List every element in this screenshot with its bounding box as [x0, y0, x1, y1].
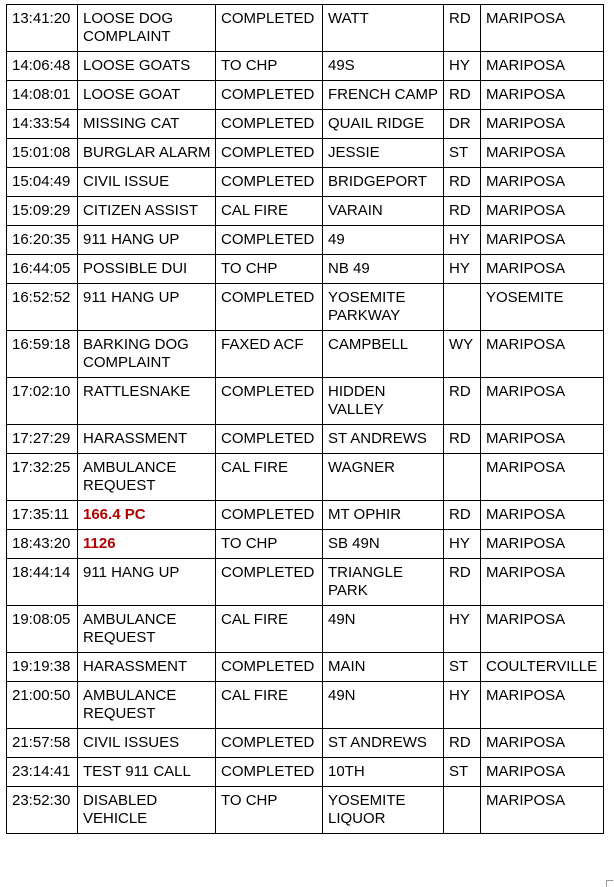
table-row: [7, 501, 604, 530]
table-row: [7, 729, 604, 758]
call-street: WATT: [323, 5, 444, 52]
table-row: [7, 758, 604, 787]
call-time: 18:44:14: [7, 559, 78, 606]
call-type: 166.4 PC: [78, 501, 216, 530]
call-city: MARIPOSA: [481, 606, 604, 653]
call-time: 15:01:08: [7, 139, 78, 168]
call-disposition: TO CHP: [216, 255, 323, 284]
call-street: MT OPHIR: [323, 501, 444, 530]
table-row: [7, 197, 604, 226]
call-type: 911 HANG UP: [78, 226, 216, 255]
table-row: [7, 682, 604, 729]
call-city: MARIPOSA: [481, 226, 604, 255]
call-time: 23:52:30: [7, 787, 78, 834]
call-disposition: COMPLETED: [216, 110, 323, 139]
call-street: SB 49N: [323, 530, 444, 559]
table-row: [7, 606, 604, 653]
call-city: MARIPOSA: [481, 197, 604, 226]
call-time: 13:41:20: [7, 5, 78, 52]
call-city: MARIPOSA: [481, 559, 604, 606]
call-street: JESSIE: [323, 139, 444, 168]
call-street-suffix: RD: [444, 729, 481, 758]
call-street: WAGNER: [323, 454, 444, 501]
call-street-suffix: HY: [444, 52, 481, 81]
table-row: [7, 168, 604, 197]
call-disposition: TO CHP: [216, 530, 323, 559]
call-time: 17:02:10: [7, 378, 78, 425]
call-city: MARIPOSA: [481, 168, 604, 197]
call-time: 17:27:29: [7, 425, 78, 454]
call-disposition: CAL FIRE: [216, 606, 323, 653]
call-type: AMBULANCE REQUEST: [78, 682, 216, 729]
call-type: POSSIBLE DUI: [78, 255, 216, 284]
call-street: 49: [323, 226, 444, 255]
call-type: 911 HANG UP: [78, 284, 216, 331]
call-time: 16:52:52: [7, 284, 78, 331]
call-city: MARIPOSA: [481, 378, 604, 425]
call-street-suffix: WY: [444, 331, 481, 378]
table-row: [7, 653, 604, 682]
call-time: 16:44:05: [7, 255, 78, 284]
call-city: MARIPOSA: [481, 425, 604, 454]
call-street-suffix: HY: [444, 226, 481, 255]
table-row: [7, 530, 604, 559]
call-street-suffix: RD: [444, 5, 481, 52]
call-disposition: CAL FIRE: [216, 682, 323, 729]
call-disposition: COMPLETED: [216, 378, 323, 425]
call-type: MISSING CAT: [78, 110, 216, 139]
call-street: YOSEMITE LIQUOR: [323, 787, 444, 834]
call-type: 1126: [78, 530, 216, 559]
call-street: ST ANDREWS: [323, 729, 444, 758]
call-time: 16:20:35: [7, 226, 78, 255]
call-disposition: COMPLETED: [216, 758, 323, 787]
call-disposition: TO CHP: [216, 787, 323, 834]
table-row: [7, 226, 604, 255]
table-row: [7, 110, 604, 139]
call-street-suffix: ST: [444, 758, 481, 787]
call-disposition: COMPLETED: [216, 226, 323, 255]
call-disposition: COMPLETED: [216, 559, 323, 606]
call-type: 911 HANG UP: [78, 559, 216, 606]
call-type: HARASSMENT: [78, 425, 216, 454]
call-street-suffix: DR: [444, 110, 481, 139]
call-street: NB 49: [323, 255, 444, 284]
call-time: 17:35:11: [7, 501, 78, 530]
call-street: VARAIN: [323, 197, 444, 226]
page-corner-mark: [606, 880, 613, 887]
call-street-suffix: HY: [444, 530, 481, 559]
call-disposition: TO CHP: [216, 52, 323, 81]
call-city: MARIPOSA: [481, 110, 604, 139]
call-time: 15:09:29: [7, 197, 78, 226]
call-time: 19:08:05: [7, 606, 78, 653]
call-city: MARIPOSA: [481, 501, 604, 530]
call-city: MARIPOSA: [481, 5, 604, 52]
call-street: 10TH: [323, 758, 444, 787]
call-time: 17:32:25: [7, 454, 78, 501]
call-time: 14:33:54: [7, 110, 78, 139]
call-time: 15:04:49: [7, 168, 78, 197]
table-row: [7, 5, 604, 52]
call-type: AMBULANCE REQUEST: [78, 454, 216, 501]
call-city: MARIPOSA: [481, 787, 604, 834]
call-street-suffix: [444, 787, 481, 834]
call-street: FRENCH CAMP: [323, 81, 444, 110]
table-row: [7, 284, 604, 331]
call-disposition: COMPLETED: [216, 139, 323, 168]
call-street-suffix: HY: [444, 255, 481, 284]
call-disposition: COMPLETED: [216, 168, 323, 197]
call-disposition: COMPLETED: [216, 81, 323, 110]
table-row: [7, 52, 604, 81]
call-disposition: COMPLETED: [216, 653, 323, 682]
table-row: [7, 559, 604, 606]
call-city: MARIPOSA: [481, 729, 604, 758]
call-disposition: CAL FIRE: [216, 454, 323, 501]
call-street-suffix: [444, 284, 481, 331]
call-disposition: COMPLETED: [216, 284, 323, 331]
call-time: 14:06:48: [7, 52, 78, 81]
call-disposition: COMPLETED: [216, 425, 323, 454]
table-row: [7, 255, 604, 284]
call-street: MAIN: [323, 653, 444, 682]
call-disposition: COMPLETED: [216, 501, 323, 530]
call-city: MARIPOSA: [481, 255, 604, 284]
call-street-suffix: RD: [444, 168, 481, 197]
call-street-suffix: ST: [444, 139, 481, 168]
call-street-suffix: RD: [444, 425, 481, 454]
call-street: ST ANDREWS: [323, 425, 444, 454]
call-city: YOSEMITE: [481, 284, 604, 331]
call-log-body: [7, 5, 604, 834]
call-log-table: [6, 4, 604, 834]
call-street-suffix: ST: [444, 653, 481, 682]
table-row: [7, 81, 604, 110]
call-city: MARIPOSA: [481, 682, 604, 729]
call-city: COULTERVILLE: [481, 653, 604, 682]
call-street: QUAIL RIDGE: [323, 110, 444, 139]
call-time: 14:08:01: [7, 81, 78, 110]
call-street-suffix: RD: [444, 197, 481, 226]
call-street: 49S: [323, 52, 444, 81]
call-type: CIVIL ISSUE: [78, 168, 216, 197]
call-disposition: COMPLETED: [216, 5, 323, 52]
call-street-suffix: RD: [444, 378, 481, 425]
table-row: [7, 425, 604, 454]
table-row: [7, 787, 604, 834]
call-type: HARASSMENT: [78, 653, 216, 682]
table-row: [7, 454, 604, 501]
call-time: 23:14:41: [7, 758, 78, 787]
call-street: TRIANGLE PARK: [323, 559, 444, 606]
call-disposition: CAL FIRE: [216, 197, 323, 226]
call-type: CITIZEN ASSIST: [78, 197, 216, 226]
call-type: CIVIL ISSUES: [78, 729, 216, 758]
call-street: YOSEMITE PARKWAY: [323, 284, 444, 331]
call-street: 49N: [323, 606, 444, 653]
table-row: [7, 331, 604, 378]
call-type: LOOSE DOG COMPLAINT: [78, 5, 216, 52]
call-street-suffix: RD: [444, 501, 481, 530]
call-street-suffix: [444, 454, 481, 501]
call-city: MARIPOSA: [481, 139, 604, 168]
call-city: MARIPOSA: [481, 81, 604, 110]
call-city: MARIPOSA: [481, 758, 604, 787]
table-row: [7, 378, 604, 425]
call-street-suffix: RD: [444, 559, 481, 606]
call-street-suffix: RD: [444, 81, 481, 110]
call-city: MARIPOSA: [481, 530, 604, 559]
call-disposition: FAXED ACF: [216, 331, 323, 378]
call-street-suffix: HY: [444, 682, 481, 729]
call-time: 19:19:38: [7, 653, 78, 682]
call-city: MARIPOSA: [481, 454, 604, 501]
table-row: [7, 139, 604, 168]
call-type: RATTLESNAKE: [78, 378, 216, 425]
call-city: MARIPOSA: [481, 52, 604, 81]
call-type: AMBULANCE REQUEST: [78, 606, 216, 653]
call-type: BURGLAR ALARM: [78, 139, 216, 168]
call-type: LOOSE GOAT: [78, 81, 216, 110]
call-street: CAMPBELL: [323, 331, 444, 378]
call-type: BARKING DOG COMPLAINT: [78, 331, 216, 378]
call-street: 49N: [323, 682, 444, 729]
call-type: TEST 911 CALL: [78, 758, 216, 787]
call-street-suffix: HY: [444, 606, 481, 653]
call-street: HIDDEN VALLEY: [323, 378, 444, 425]
call-time: 18:43:20: [7, 530, 78, 559]
call-time: 16:59:18: [7, 331, 78, 378]
call-street: BRIDGEPORT: [323, 168, 444, 197]
call-disposition: COMPLETED: [216, 729, 323, 758]
call-time: 21:00:50: [7, 682, 78, 729]
call-type: DISABLED VEHICLE: [78, 787, 216, 834]
call-city: MARIPOSA: [481, 331, 604, 378]
call-time: 21:57:58: [7, 729, 78, 758]
call-type: LOOSE GOATS: [78, 52, 216, 81]
